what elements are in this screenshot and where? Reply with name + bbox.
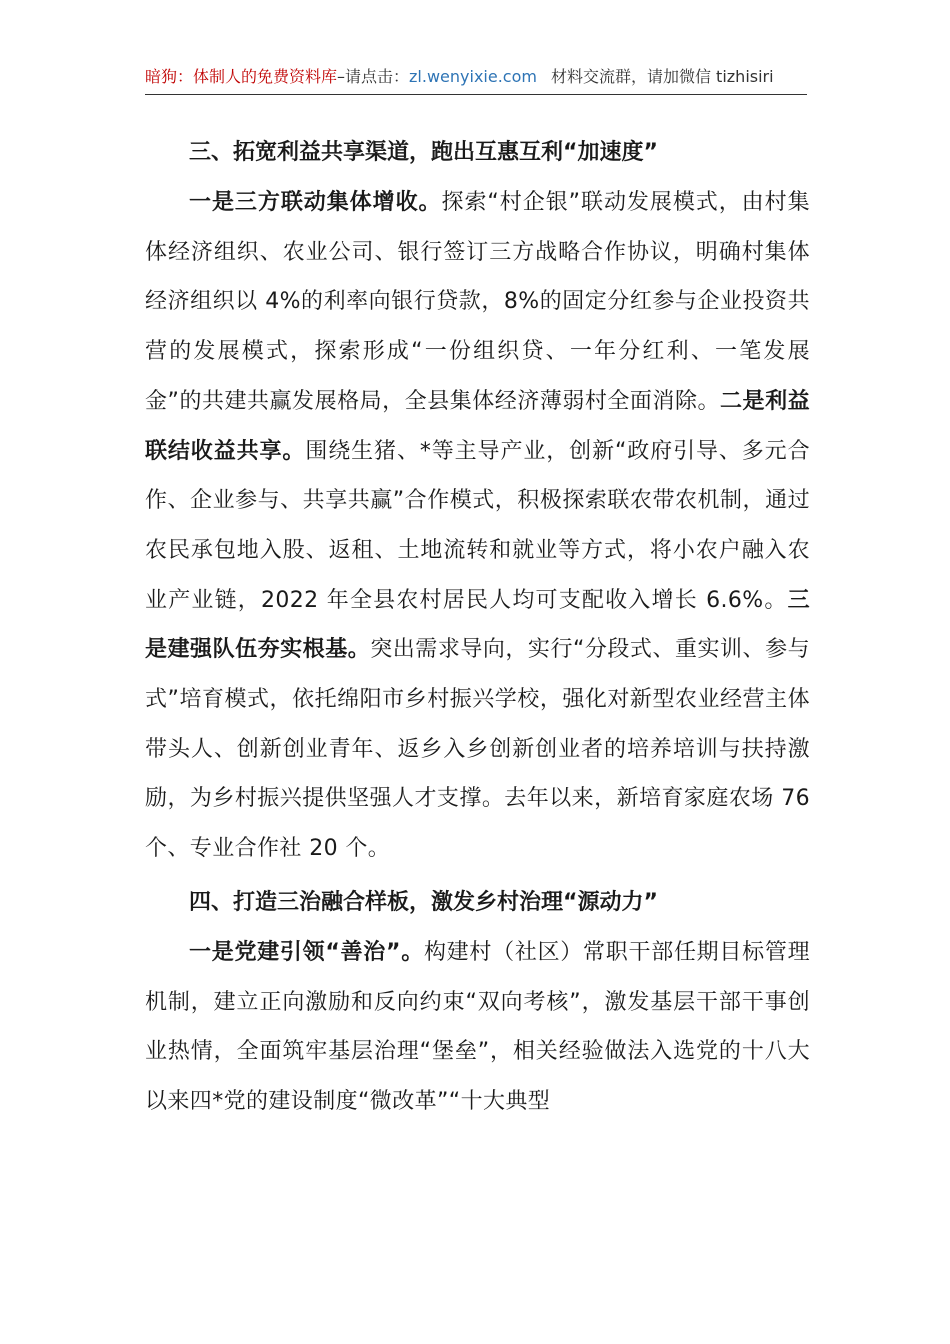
point-lead-3: 三是建强队伍夯实根基。 — [145, 587, 810, 663]
section-heading-4: 四、打造三治融合样板，激发乡村治理“源动力” — [189, 889, 658, 915]
point-lead-1: 一是三方联动集体增收。 — [189, 190, 442, 215]
point-text-4: 构建村（社区）常职干部任期目标管理机制，建立正向激励和反向约束“双向考核”，激发基层干部干事创业热情，全面筑牢基层治理“堡垒”，相关经验做法入选党的十八大以来四*党的建设制度“微改革”“十大典型 — [145, 939, 810, 1114]
page-header — [145, 66, 807, 95]
point-text-2: 围绕生猪、*等主导产业，创新“政府引导、多元合作、企业参与、共享共赢”合作模式，积极探索联农带农机制，通过农民承包地入股、返租、土地流转和就业等方式，将小农户融入农业产业链，2022 年全县农村居民人均可支配收入增长 6.6%。 — [145, 438, 810, 613]
point-lead-4: 一是党建引领“善治”。 — [189, 939, 424, 965]
point-lead-2: 二是利益联结收益共享。 — [145, 388, 810, 464]
section-4-paragraph — [145, 928, 810, 1127]
point-text-1: 探索“村企银”联动发展模式，由村集体经济组织、农业公司、银行签订三方战略合作协议，明确村集体经济组织以 4%的利率向银行贷款，8%的固定分红参与企业投资共营的发展模式，探索形成“一份组织贷、一年分红利、一笔发展金”的共建共赢发展格局，全县集体经济薄弱村全面消除。 — [145, 190, 810, 414]
section-heading-3: 三、拓宽利益共享渠道，跑出互惠互利“加速度” — [189, 140, 658, 165]
header-prompt: –请点击： — [337, 67, 410, 86]
header-group-note: 材料交流群，请加微信 tizhisiri — [550, 67, 774, 86]
point-text-3: 突出需求导向，实行“分段式、重实训、参与式”培育模式，依托绵阳市乡村振兴学校，强化对新型农业经营主体带头人、创新创业青年、返乡入乡创新创业者的培养培训与扶持激励，为乡村振兴提供坚强人才支撑。去年以来，新培育家庭农场 76 个、专业合作社 20 个。 — [145, 637, 810, 862]
section-3-paragraph — [145, 178, 810, 874]
header-url-link[interactable]: zl.wenyixie.com — [409, 67, 537, 86]
header-brand: 暗狗：体制人的免费资料库 — [145, 67, 338, 86]
document-body — [145, 128, 810, 1127]
